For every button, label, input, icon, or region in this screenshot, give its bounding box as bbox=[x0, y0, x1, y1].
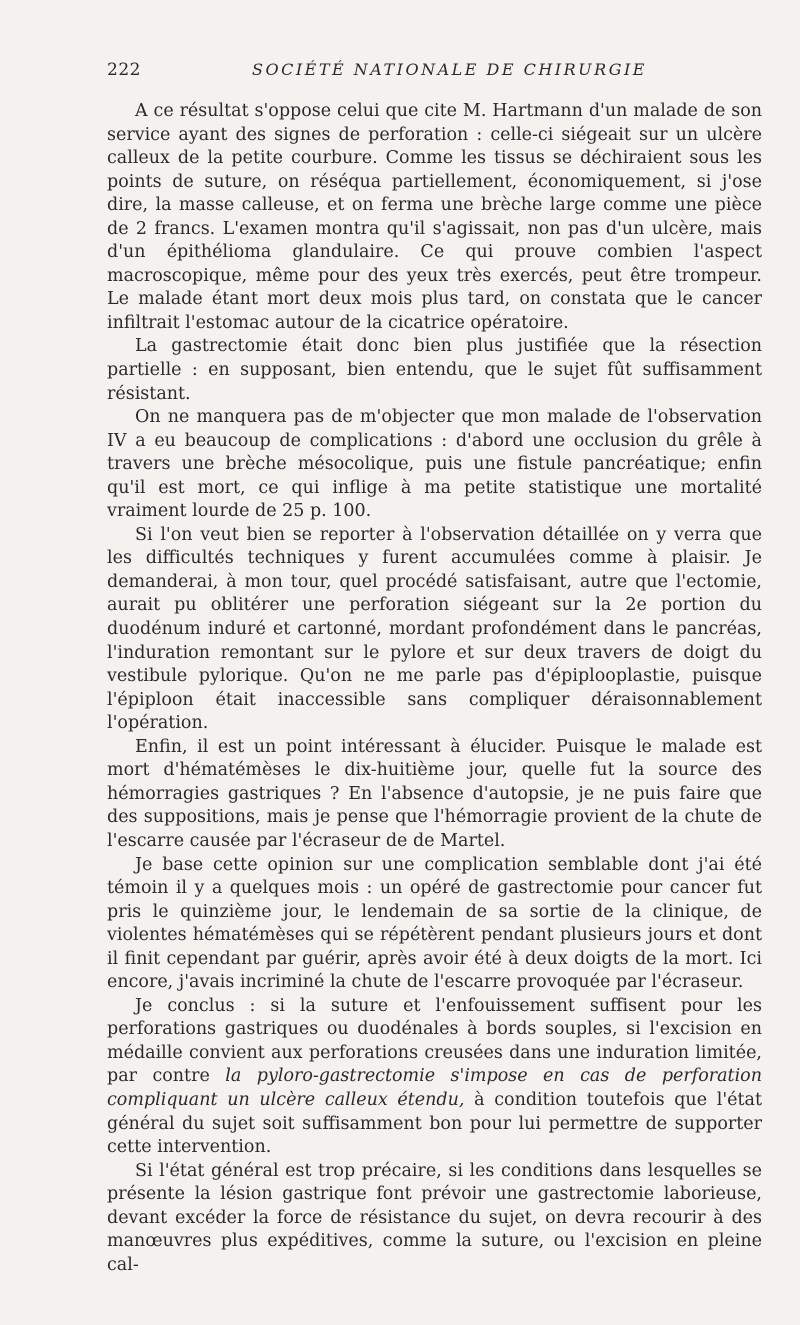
paragraph-2: La gastrectomie était donc bien plus justifiée que la résection partielle : en supposant, bien entendu, que le sujet fût suffisamment résistant. bbox=[107, 336, 762, 404]
conclusion-text-start: Je conclus : si la suture et l'enfouissement suffisent pour les perforations gastriques ou duodénales à bords souples, si l'excision en médaille convient aux perforations creusées dans une induration limitée, par contre bbox=[107, 995, 762, 1087]
paragraph-8: Si l'état général est trop précaire, si les conditions dans lesquelles se présente la lésion gastrique font prévoir une gastrectomie laborieuse, devant excéder la force de résistance du sujet, on devra recourir à des manœuvres plus expéditives, comme la suture, ou l'excision en pleine cal- bbox=[107, 1160, 762, 1275]
body-text bbox=[107, 100, 762, 1277]
paragraph-1: A ce résultat s'oppose celui que cite M. Hartmann d'un malade de son service ayant des signes de perforation : celle-ci siégeait sur un ulcère calleux de la petite courbure. Comme les tissus se déchiraient sous les points de suture, on réséqua partiellement, économiquement, si j'ose dire, la masse calleuse, et on ferma une brèche large comme une pièce de 2 francs. L'examen montra qu'il s'agissait, non pas d'un ulcère, mais d'un épithélioma glandulaire. Ce qui prouve combien l'aspect macroscopique, même pour des yeux très exercés, peut être trompeur. Le malade étant mort deux mois plus tard, on constata que le cancer infiltrait l'estomac autour de la cicatrice opératoire. bbox=[107, 101, 762, 333]
paragraph-7-conclusion bbox=[107, 995, 762, 1160]
paragraph-5: Enfin, il est un point intéressant à élucider. Puisque le malade est mort d'hématémèses le dix-huitième jour, quelle fut la source des hémorragies gastriques ? En l'absence d'autopsie, je ne puis faire que des suppositions, mais je pense que l'hémorragie provient de la chute de l'escarre causée par l'écraseur de de Martel. bbox=[107, 736, 762, 851]
running-title: SOCIÉTÉ NATIONALE DE CHIRURGIE bbox=[252, 60, 647, 79]
conclusion-italic-emphasis: la pyloro-gastrectomie s'impose en cas de perforation compliquant un ulcère calleux étendu, bbox=[107, 1066, 762, 1110]
page-header bbox=[107, 60, 762, 84]
conclusion-text-end: à condition toutefois que l'état général du sujet soit suffisamment bon pour lui permettre de supporter cette intervention. bbox=[107, 1089, 762, 1158]
page-number: 222 bbox=[107, 60, 141, 80]
paragraph-4: Si l'on veut bien se reporter à l'observation détaillée on y verra que les difficultés techniques y furent accumulées comme à plaisir. Je demanderai, à mon tour, quel procédé satisfaisant, autre que l'ectomie, aurait pu oblitérer une perforation siégeant sur la 2e portion du duodénum induré et cartonné, mordant profondément dans le pancréas, l'induration remontant sur le pylore et sur deux travers de doigt du vestibule pylorique. Qu'on ne me parle pas d'épiplooplastie, puisque l'épiploon était inaccessible sans compliquer déraisonnablement l'opération. bbox=[107, 524, 762, 734]
paragraph-6: Je base cette opinion sur une complication semblable dont j'ai été témoin il y a quelques mois : un opéré de gastrectomie pour cancer fut pris le quinzième jour, le lendemain de sa sortie de la clinique, de violentes hématémèses qui se répétèrent pendant plusieurs jours et dont il finit cependant par guérir, après avoir été à deux doigts de la mort. Ici encore, j'avais incriminé la chute de l'escarre provoquée par l'écraseur. bbox=[107, 854, 762, 993]
paragraph-3: On ne manquera pas de m'objecter que mon malade de l'observation IV a eu beaucoup de complications : d'abord une occlusion du grêle à travers une brèche mésocolique, puis une fistule pancréatique; enfin qu'il est mort, ce qui inflige à ma petite statistique une mortalité vraiment lourde de 25 p. 100. bbox=[107, 407, 762, 522]
